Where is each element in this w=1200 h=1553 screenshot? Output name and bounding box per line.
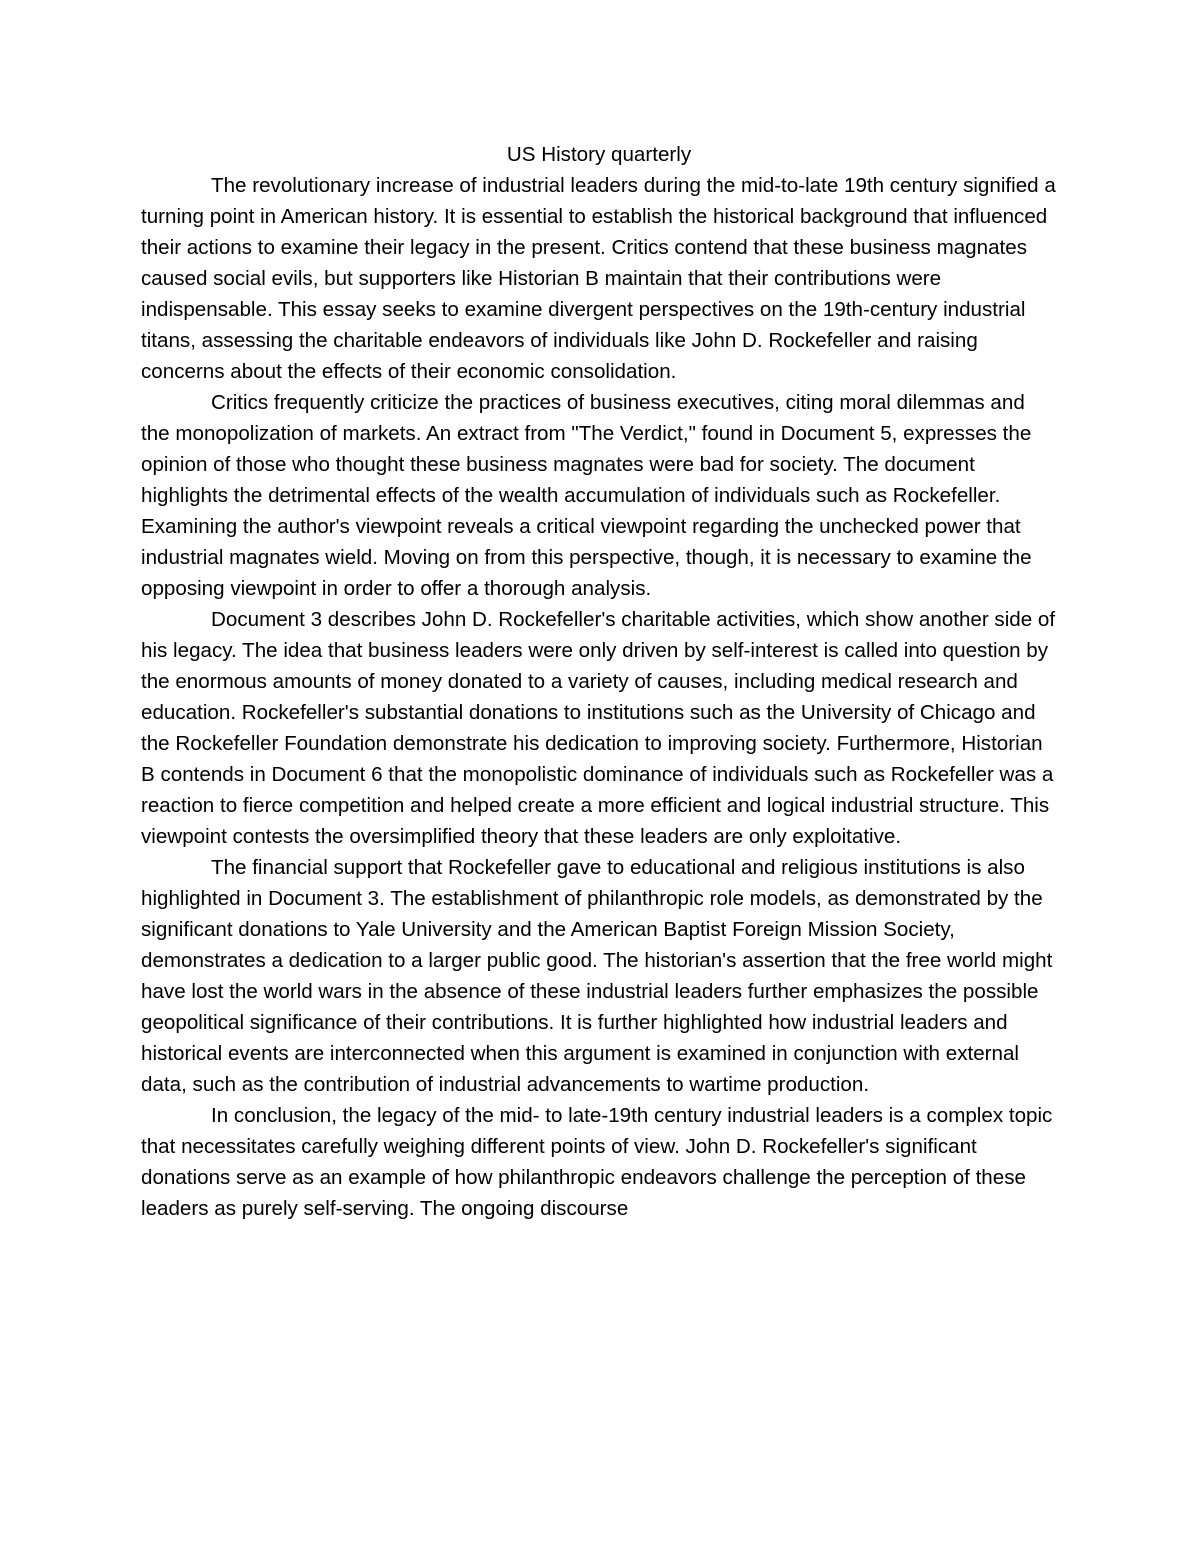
paragraph-conclusion: In conclusion, the legacy of the mid- to late-19th century industrial leaders is a complex topic that necessitates carefully weighing different points of view. John D. Rockefeller's significant donations serve as an example of how philanthropic endeavors challenge the perception of these leaders as purely self-serving. The ongoing discourse: [141, 1104, 1053, 1220]
document-body: [141, 139, 1057, 1224]
paragraph-introduction: The revolutionary increase of industrial leaders during the mid-to-late 19th century signified a turning point in American history. It is essential to establish the historical background that influenced their actions to examine their legacy in the present. Critics contend that these business magnates caused social evils, but supporters like Historian B maintain that their contributions were indispensable. This essay seeks to examine divergent perspectives on the 19th-century industrial titans, assessing the charitable endeavors of individuals like John D. Rockefeller and raising concerns about the effects of their economic consolidation.: [141, 174, 1056, 383]
paragraph-critics: Critics frequently criticize the practices of business executives, citing moral dilemmas and the monopolization of markets. An extract from "The Verdict," found in Document 5, expresses the opinion of those who thought these business magnates were bad for society. The document highlights the detrimental effects of the wealth accumulation of individuals such as Rockefeller. Examining the author's viewpoint reveals a critical viewpoint regarding the unchecked power that industrial magnates wield. Moving on from this perspective, though, it is necessary to examine the opposing viewpoint in order to offer a thorough analysis.: [141, 391, 1032, 600]
document-title: US History quarterly: [506, 143, 692, 166]
paragraph-financial-support: The financial support that Rockefeller gave to educational and religious institutions is also highlighted in Document 3. The establishment of philanthropic role models, as demonstrated by the significant donations to Yale University and the American Baptist Foreign Mission Society, demonstrates a dedication to a larger public good. The historian's assertion that the free world might have lost the world wars in the absence of these industrial leaders further emphasizes the possible geopolitical significance of their contributions. It is further highlighted how industrial leaders and historical events are interconnected when this argument is examined in conjunction with external data, such as the contribution of industrial advancements to wartime production.: [141, 856, 1053, 1096]
paragraph-document-3-philanthropy: Document 3 describes John D. Rockefeller's charitable activities, which show another side of his legacy. The idea that business leaders were only driven by self-interest is called into question by the enormous amounts of money donated to a variety of causes, including medical research and education. Rockefeller's substantial donations to institutions such as the University of Chicago and the Rockefeller Foundation demonstrate his dedication to improving society. Furthermore, Historian B contends in Document 6 that the monopolistic dominance of individuals such as Rockefeller was a reaction to fierce competition and helped create a more efficient and logical industrial structure. This viewpoint contests the oversimplified theory that these leaders are only exploitative.: [141, 608, 1056, 848]
